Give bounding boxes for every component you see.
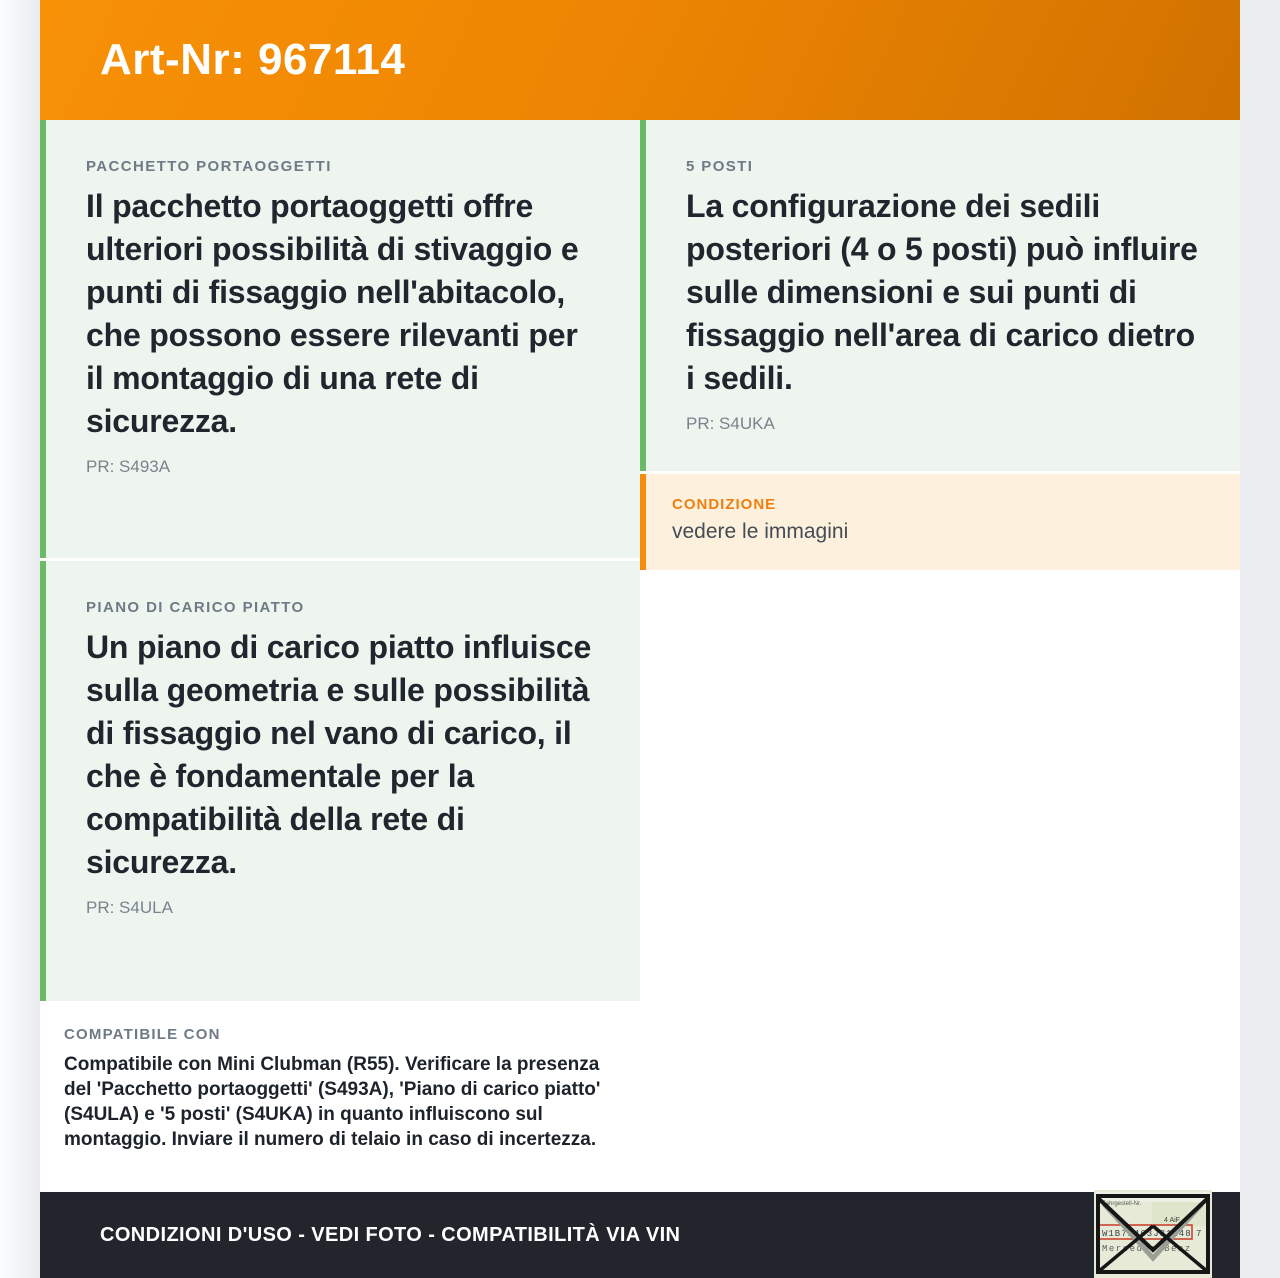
article-number-title: Art-Nr: 967114 <box>100 35 406 84</box>
card-flat-load-floor <box>40 561 640 1001</box>
card-seats-text: La configurazione dei sedili posteriori (4 o 5 posti) può influire sulle dimensioni e sui punti di fissaggio nell'area di carico dietro i sedili. <box>686 188 1198 396</box>
card-condition <box>640 474 1240 570</box>
vin-doc-field-label: Fahrgestell-Nr. <box>1102 1201 1142 1207</box>
vin-doc-meta-text: 4 AiF <box>1164 1217 1180 1224</box>
card-compatibility <box>40 1004 640 1192</box>
card-storage-pr-code: PR: S493A <box>86 457 171 476</box>
conditions-footer <box>40 1192 1240 1278</box>
card-condition-label: CONDIZIONE <box>672 496 777 513</box>
card-storage-package <box>40 120 640 558</box>
content-columns <box>40 120 1240 1192</box>
card-five-seats <box>640 120 1240 471</box>
listing-sheet <box>40 0 1240 1278</box>
left-column <box>40 120 640 1192</box>
card-seats-pr-code: PR: S4UKA <box>686 414 775 433</box>
card-storage-text: Il pacchetto portaoggetti offre ulteriori possibilità di stivaggio e punti di fissaggio nell'abitacolo, che possono essere rilevanti per il montaggio di una rete di sicurezza. <box>86 188 579 439</box>
card-condition-text: vedere le immagini <box>672 520 849 543</box>
right-column-empty-area <box>640 573 1240 1192</box>
card-floor-text: Un piano di carico piatto influisce sulla geometria e sulle possibilità di fissaggio nel vano di carico, il che è fondamentale per la compatibilità della rete di sicurezza. <box>86 629 592 880</box>
footer-conditions-text: CONDIZIONI D'USO - VEDI FOTO - COMPATIBILITÀ VIA VIN <box>100 1223 681 1246</box>
card-compatibility-text: Compatibile con Mini Clubman (R55). Verificare la presenza del 'Pacchetto portaoggetti' (S493A), 'Piano di carico piatto' (S4ULA) e '5 posti' (S4UKA) in quanto influiscono sul montaggio. Inviare il numero di telaio in caso di incertezza. <box>64 1054 601 1150</box>
card-floor-pr-code: PR: S4ULA <box>86 898 173 917</box>
vin-suffix-text: 7 <box>1196 1229 1202 1239</box>
card-seats-label: 5 POSTI <box>686 158 754 175</box>
right-column <box>640 120 1240 1192</box>
vin-number-text: W1B71463J31248 <box>1102 1229 1192 1239</box>
card-storage-label: PACCHETTO PORTAOGGETTI <box>86 158 332 175</box>
article-header <box>40 0 1240 120</box>
card-compatibility-label: COMPATIBILE CON <box>64 1026 221 1043</box>
vin-document-envelope-image <box>1094 1190 1212 1278</box>
card-floor-label: PIANO DI CARICO PIATTO <box>86 599 305 616</box>
vin-brand-text: Mercedes-Benz <box>1102 1244 1192 1254</box>
